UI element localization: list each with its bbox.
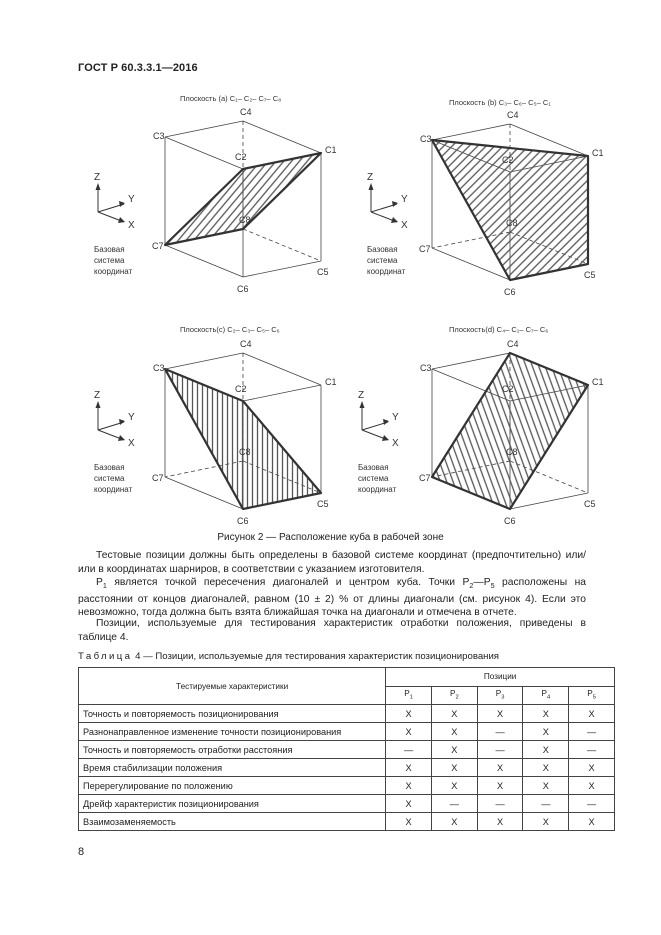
vertex-label-c6: C6 [504,516,516,526]
base-system-label: координат [358,485,397,494]
row-value: X [431,777,477,795]
base-system-label: координат [367,267,406,276]
row-value: X [477,705,523,723]
axis-x-label: X [128,220,135,231]
row-value: — [477,723,523,741]
vertex-label-c5: C5 [317,499,329,509]
base-system-label: Базовая [367,245,398,254]
vertex-label-c7: C7 [419,473,431,483]
header-col-p5: $P_5$ [569,686,615,705]
axis-z-label: Z [94,390,101,401]
table-row [79,741,615,759]
vertex-label-c8: C8 [239,215,251,225]
row-value: X [477,813,523,831]
axis-z-label: Z [358,390,365,401]
header-col-p1: $P_1$ [386,686,432,705]
row-value: — [477,741,523,759]
vertex-label-c5: C5 [317,267,329,277]
header-col-p4: $P_4$ [523,686,569,705]
document-header: ГОСТ Р 60.3.3.1—2016 [78,62,198,74]
vertex-label-c4: C4 [240,339,252,349]
paragraph-2: $P_1$ является точкой пересечения диагоналей и центром куба. Точки $P_2—P_5$ расположены на расстоянии от концов диагоналей, равном (10 ± 2) % от длины диагонали (см. рисунок 4). Если это невозможно, тогда должна быть взята ближайшая точка на диагонали и отмечена в отчете. [78,577,586,619]
row-value: X [477,759,523,777]
row-value: X [386,795,432,813]
table-row [79,813,615,831]
row-value: X [523,759,569,777]
vertex-label-c1: C1 [592,148,604,158]
row-value: X [386,759,432,777]
vertex-label-c4: C4 [240,107,252,117]
row-value: X [431,723,477,741]
row-value: X [477,777,523,795]
base-system-label: Базовая [358,463,389,472]
row-characteristic: Дрейф характеристик позиционирования [79,795,386,813]
vertex-label-c8: C8 [506,218,518,228]
vertex-label-c2: C2 [502,155,514,165]
row-value: X [523,705,569,723]
row-value: — [477,795,523,813]
header-positions: Позиции [386,668,615,687]
row-characteristic: Перерегулирование по положению [79,777,386,795]
header-col-p3: $P_3$ [477,686,523,705]
row-characteristic: Взаимозаменяемость [79,813,386,831]
row-value: — [386,741,432,759]
base-system-label: координат [94,485,133,494]
vertex-label-c3: C3 [420,363,432,373]
row-value: X [523,723,569,741]
base-system-label: система [358,474,389,483]
cube-panel-a [94,107,337,294]
row-value: X [569,759,615,777]
axis-x-label: X [128,438,135,449]
row-value: X [523,741,569,759]
vertex-label-c2: C2 [235,152,247,162]
row-value: X [431,813,477,831]
row-value: X [386,813,432,831]
axis-x-label: X [401,220,408,231]
row-value: X [386,777,432,795]
base-system-label: система [94,256,125,265]
row-value: — [569,741,615,759]
vertex-label-c4: C4 [507,339,519,349]
header-col-p2: $P_2$ [431,686,477,705]
vertex-label-c6: C6 [504,287,516,297]
base-system-label: координат [94,267,133,276]
base-system-label: система [367,256,398,265]
table-row [79,795,615,813]
row-value: — [569,795,615,813]
axis-y-label: Y [128,194,135,205]
row-value: X [523,813,569,831]
row-characteristic: Точность и повторяемость позиционирования [79,705,386,723]
vertex-label-c1: C1 [592,377,604,387]
vertex-label-c8: C8 [239,447,251,457]
paragraph-3: Позиции, используемые для тестирования характеристик отработки положения, приведены в таблице 4. [78,618,586,643]
cube-panel-c [94,339,337,526]
vertex-label-c3: C3 [420,134,432,144]
page-number: 8 [78,846,85,858]
axis-z-label: Z [94,172,101,183]
axis-y-label: Y [401,194,408,205]
row-value: X [569,777,615,795]
vertex-label-c8: C8 [506,447,518,457]
table-caption: Таблица 4 — Позиции, используемые для тестирования характеристик позиционирования [78,651,500,662]
positions-table [78,667,615,831]
cube-panel-d [358,339,604,526]
row-value: X [431,705,477,723]
paragraph-1: Тестовые позиции должны быть определены в базовой системе координат (предпочтительно) или/или в координатах шарниров, в соответствии с указанием изготовителя. [78,550,586,575]
row-characteristic: Разнонаправленное изменение точности позиционирования [79,723,386,741]
row-value: X [569,705,615,723]
axis-x-label: X [392,438,399,449]
row-value: — [569,723,615,741]
row-value: X [386,723,432,741]
base-system-label: система [94,474,125,483]
panel-a-title: Плоскость (a) C₁– C₂– C₇– C₈ [180,94,282,103]
vertex-label-c4: C4 [507,110,519,120]
base-system-label: Базовая [94,463,125,472]
vertex-label-c7: C7 [152,473,164,483]
header-characteristics: Тестируемые характеристики [79,668,386,705]
vertex-label-c3: C3 [153,363,165,373]
cube-panel-b [367,110,604,297]
vertex-label-c1: C1 [325,377,337,387]
row-value: X [431,759,477,777]
axis-y-label: Y [392,412,399,423]
vertex-label-c5: C5 [584,270,596,280]
vertex-label-c6: C6 [237,284,249,294]
row-value: X [431,741,477,759]
vertex-label-c2: C2 [235,384,247,394]
row-value: X [523,777,569,795]
figure-caption: Рисунок 2 — Расположение куба в рабочей зоне [217,532,444,543]
table-row [79,759,615,777]
row-characteristic: Время стабилизации положения [79,759,386,777]
panel-b-title: Плоскость (b) C₃– C₆– C₅– C₁ [449,98,551,107]
row-value: X [569,813,615,831]
axis-y-label: Y [128,412,135,423]
panel-c-title: Плоскость(c) C₂– C₃– C₅– C₆ [180,325,280,334]
vertex-label-c7: C7 [419,244,431,254]
row-value: — [431,795,477,813]
row-characteristic: Точность и повторяемость отработки расстояния [79,741,386,759]
vertex-label-c6: C6 [237,516,249,526]
row-value: X [386,705,432,723]
panel-d-title: Плоскость(d) C₄– C₁– C₇– C₆ [449,325,549,334]
vertex-label-c1: C1 [325,145,337,155]
table-row [79,777,615,795]
vertex-label-c5: C5 [584,499,596,509]
vertex-label-c2: C2 [502,384,514,394]
vertex-label-c7: C7 [152,241,164,251]
table-row [79,705,615,723]
row-value: — [523,795,569,813]
vertex-label-c3: C3 [153,131,165,141]
axis-z-label: Z [367,172,374,183]
base-system-label: Базовая [94,245,125,254]
table-row [79,723,615,741]
